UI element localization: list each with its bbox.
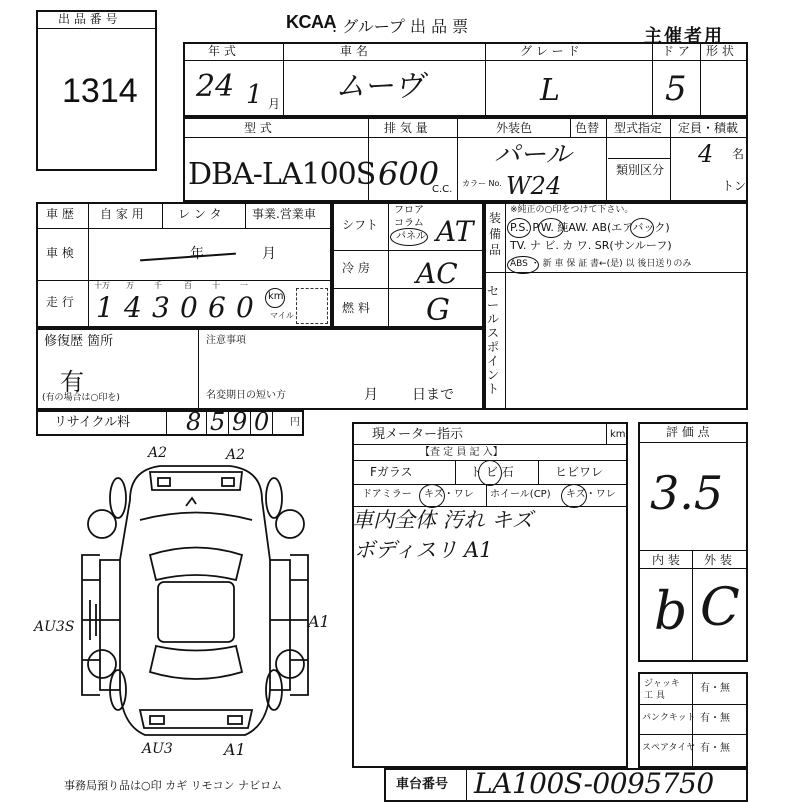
equipment-line1: P.S. P.W. 純AW. AB(エアバック) <box>510 221 670 234</box>
displacement-value: 600 <box>378 155 440 193</box>
color-no-label: カラー No. <box>462 179 502 188</box>
recycle-digit-2: 5 <box>210 408 226 436</box>
ac-label: 冷 房 <box>342 261 370 275</box>
recycle-digit-3: 9 <box>232 408 248 436</box>
ownership-day: 日まで <box>412 387 454 403</box>
capacity-label: 定員・積載 <box>678 121 739 135</box>
sheet-title: . グループ 出 品 票 <box>332 17 469 36</box>
doors-value: 5 <box>665 69 687 109</box>
repair-label: 修復歴 箇所 <box>44 334 114 349</box>
history-label: 車 歴 <box>46 207 74 221</box>
mile-unit: マイル <box>270 311 294 320</box>
damage-mark-rear-right: A1 <box>224 740 246 759</box>
damage-mark-left-side: AU3S <box>34 619 75 635</box>
spare-tire-label: スペアタイヤ <box>642 743 696 753</box>
recycle-digit-1: 8 <box>186 408 202 436</box>
puncture-yes-no: 有・無 <box>700 713 730 724</box>
rating-score: 3.5 <box>650 466 724 520</box>
interior-label: 内 装 <box>652 553 680 567</box>
chassis-value: LA100S-0095750 <box>474 767 714 800</box>
inspector-label: 【査 定 員 記 入】 <box>420 447 503 458</box>
capacity-value: 4 <box>698 140 714 168</box>
color-value: パール <box>494 140 572 170</box>
fuel-value: G <box>426 293 450 328</box>
keys-note: 事務局預り品は○印 カギ リモコン ナビロム <box>64 779 283 792</box>
mirror-label: ドアミラー <box>362 489 412 500</box>
ac-value: AC <box>416 257 458 290</box>
damage-mark-front-left: A2 <box>148 445 168 461</box>
mileage-label: 走 行 <box>46 295 74 309</box>
color-no-value: W24 <box>506 172 562 200</box>
recycle-digit-4: 0 <box>254 408 270 436</box>
jack-yes-no: 有・無 <box>700 683 730 694</box>
fuel-label: 燃 料 <box>342 301 370 315</box>
ownership-label: 名変期日の短い方 <box>206 390 286 401</box>
glass-label: Fガラス <box>370 465 413 479</box>
model-label: 型 式 <box>244 121 272 135</box>
lot-number: 1314 <box>62 72 138 110</box>
shift-column: コラム <box>394 218 424 229</box>
grade-value: L <box>540 73 560 108</box>
capacity-unit-tons: トン <box>722 179 747 193</box>
model-designation-label: 型式指定 <box>614 121 663 135</box>
meter-label: 現メーター指示 <box>372 427 464 442</box>
ownership-month: 月 <box>364 387 378 403</box>
recycle-yen: 円 <box>290 417 300 428</box>
jack-label: ジャッキ 工 具 <box>644 679 680 701</box>
sale-point-label: セールスポイント <box>487 284 500 396</box>
year-label: 年 式 <box>208 44 236 58</box>
wheel-options: キズ・ワレ <box>566 489 616 500</box>
grade-label: グ レ ー ド <box>520 44 580 58</box>
month-suffix: 月 <box>268 97 281 111</box>
repair-value: 有 <box>60 368 84 396</box>
recycle-label: リサイクル料 <box>54 415 131 430</box>
shaken-year: 年 <box>190 246 204 262</box>
glass-crack: ヒビワレ <box>555 465 604 479</box>
shift-panel: パネル <box>396 231 426 242</box>
equipment-line3: ABS ・ 新 車 保 証 書←(是) 以 後日送りのみ <box>510 259 692 269</box>
lot-number-label: 出 品 番 号 <box>58 12 118 26</box>
exterior-label: 外 装 <box>704 553 732 567</box>
damage-mark-right-side: A1 <box>308 612 330 631</box>
color-change-label: 色替 <box>575 121 600 135</box>
shift-value: AT <box>436 215 474 248</box>
cc-unit: C.C. <box>432 184 453 195</box>
brand-logo: KCAA <box>286 12 336 32</box>
rating-label: 評 価 点 <box>666 425 710 439</box>
meter-km: km <box>610 429 626 440</box>
year-era: 24 <box>196 69 235 104</box>
model-value: DBA-LA100S <box>188 157 376 192</box>
vehicle-name: ムーヴ <box>335 69 424 104</box>
spare-yes-no: 有・無 <box>700 743 730 754</box>
exterior-grade: C <box>700 578 740 638</box>
history-business: 事業.営業車 <box>252 207 316 221</box>
equipment-note: ※純正の○印をつけて下さい。 <box>510 205 634 215</box>
remark-line-2: ボディスリ A1 <box>354 538 493 562</box>
interior-grade: b <box>654 582 688 642</box>
damage-mark-rear-left: AU3 <box>142 741 173 757</box>
name-label: 車 名 <box>340 44 368 58</box>
caution-label: 注意事項 <box>206 335 246 346</box>
glass-options: ト ビ 石 <box>470 465 514 479</box>
km-unit: km <box>268 291 284 302</box>
organizer-label: 主催者用 <box>644 26 724 47</box>
equipment-line2: TV. ナ ビ. カ ワ. SR(サンルーフ) <box>510 239 672 252</box>
mirror-options: キズ・ワレ <box>424 489 474 500</box>
remark-line-1: 車内全体 汚れ キズ <box>352 508 533 532</box>
puncture-kit-label: パンクキット <box>642 713 696 723</box>
capacity-unit-persons: 名 <box>732 147 745 161</box>
damage-mark-front-right: A2 <box>226 447 246 463</box>
equipment-label: 装 備 品 <box>489 211 502 257</box>
category-label: 類別区分 <box>616 163 665 177</box>
color-label: 外装色 <box>496 121 533 135</box>
wheel-label: ホイール(CP) <box>490 489 551 500</box>
displacement-label: 排 気 量 <box>384 121 428 135</box>
mileage-grid: 十万 万 千 百 十 一 1 4 3 0 6 0 <box>94 281 254 324</box>
history-rental: レ ン タ <box>178 207 222 221</box>
year-month: 1 <box>246 80 263 110</box>
repair-note: (有の場合は○印を) <box>42 393 120 403</box>
shift-label: シフト <box>342 218 379 232</box>
shift-floor: フロア <box>394 205 424 216</box>
chassis-label: 車台番号 <box>396 777 449 792</box>
shaken-label: 車 検 <box>46 246 74 260</box>
history-private: 自 家 用 <box>100 207 144 221</box>
doors-label: ド ア <box>662 44 690 58</box>
shaken-month: 月 <box>262 246 276 262</box>
shape-label: 形 状 <box>706 44 734 58</box>
